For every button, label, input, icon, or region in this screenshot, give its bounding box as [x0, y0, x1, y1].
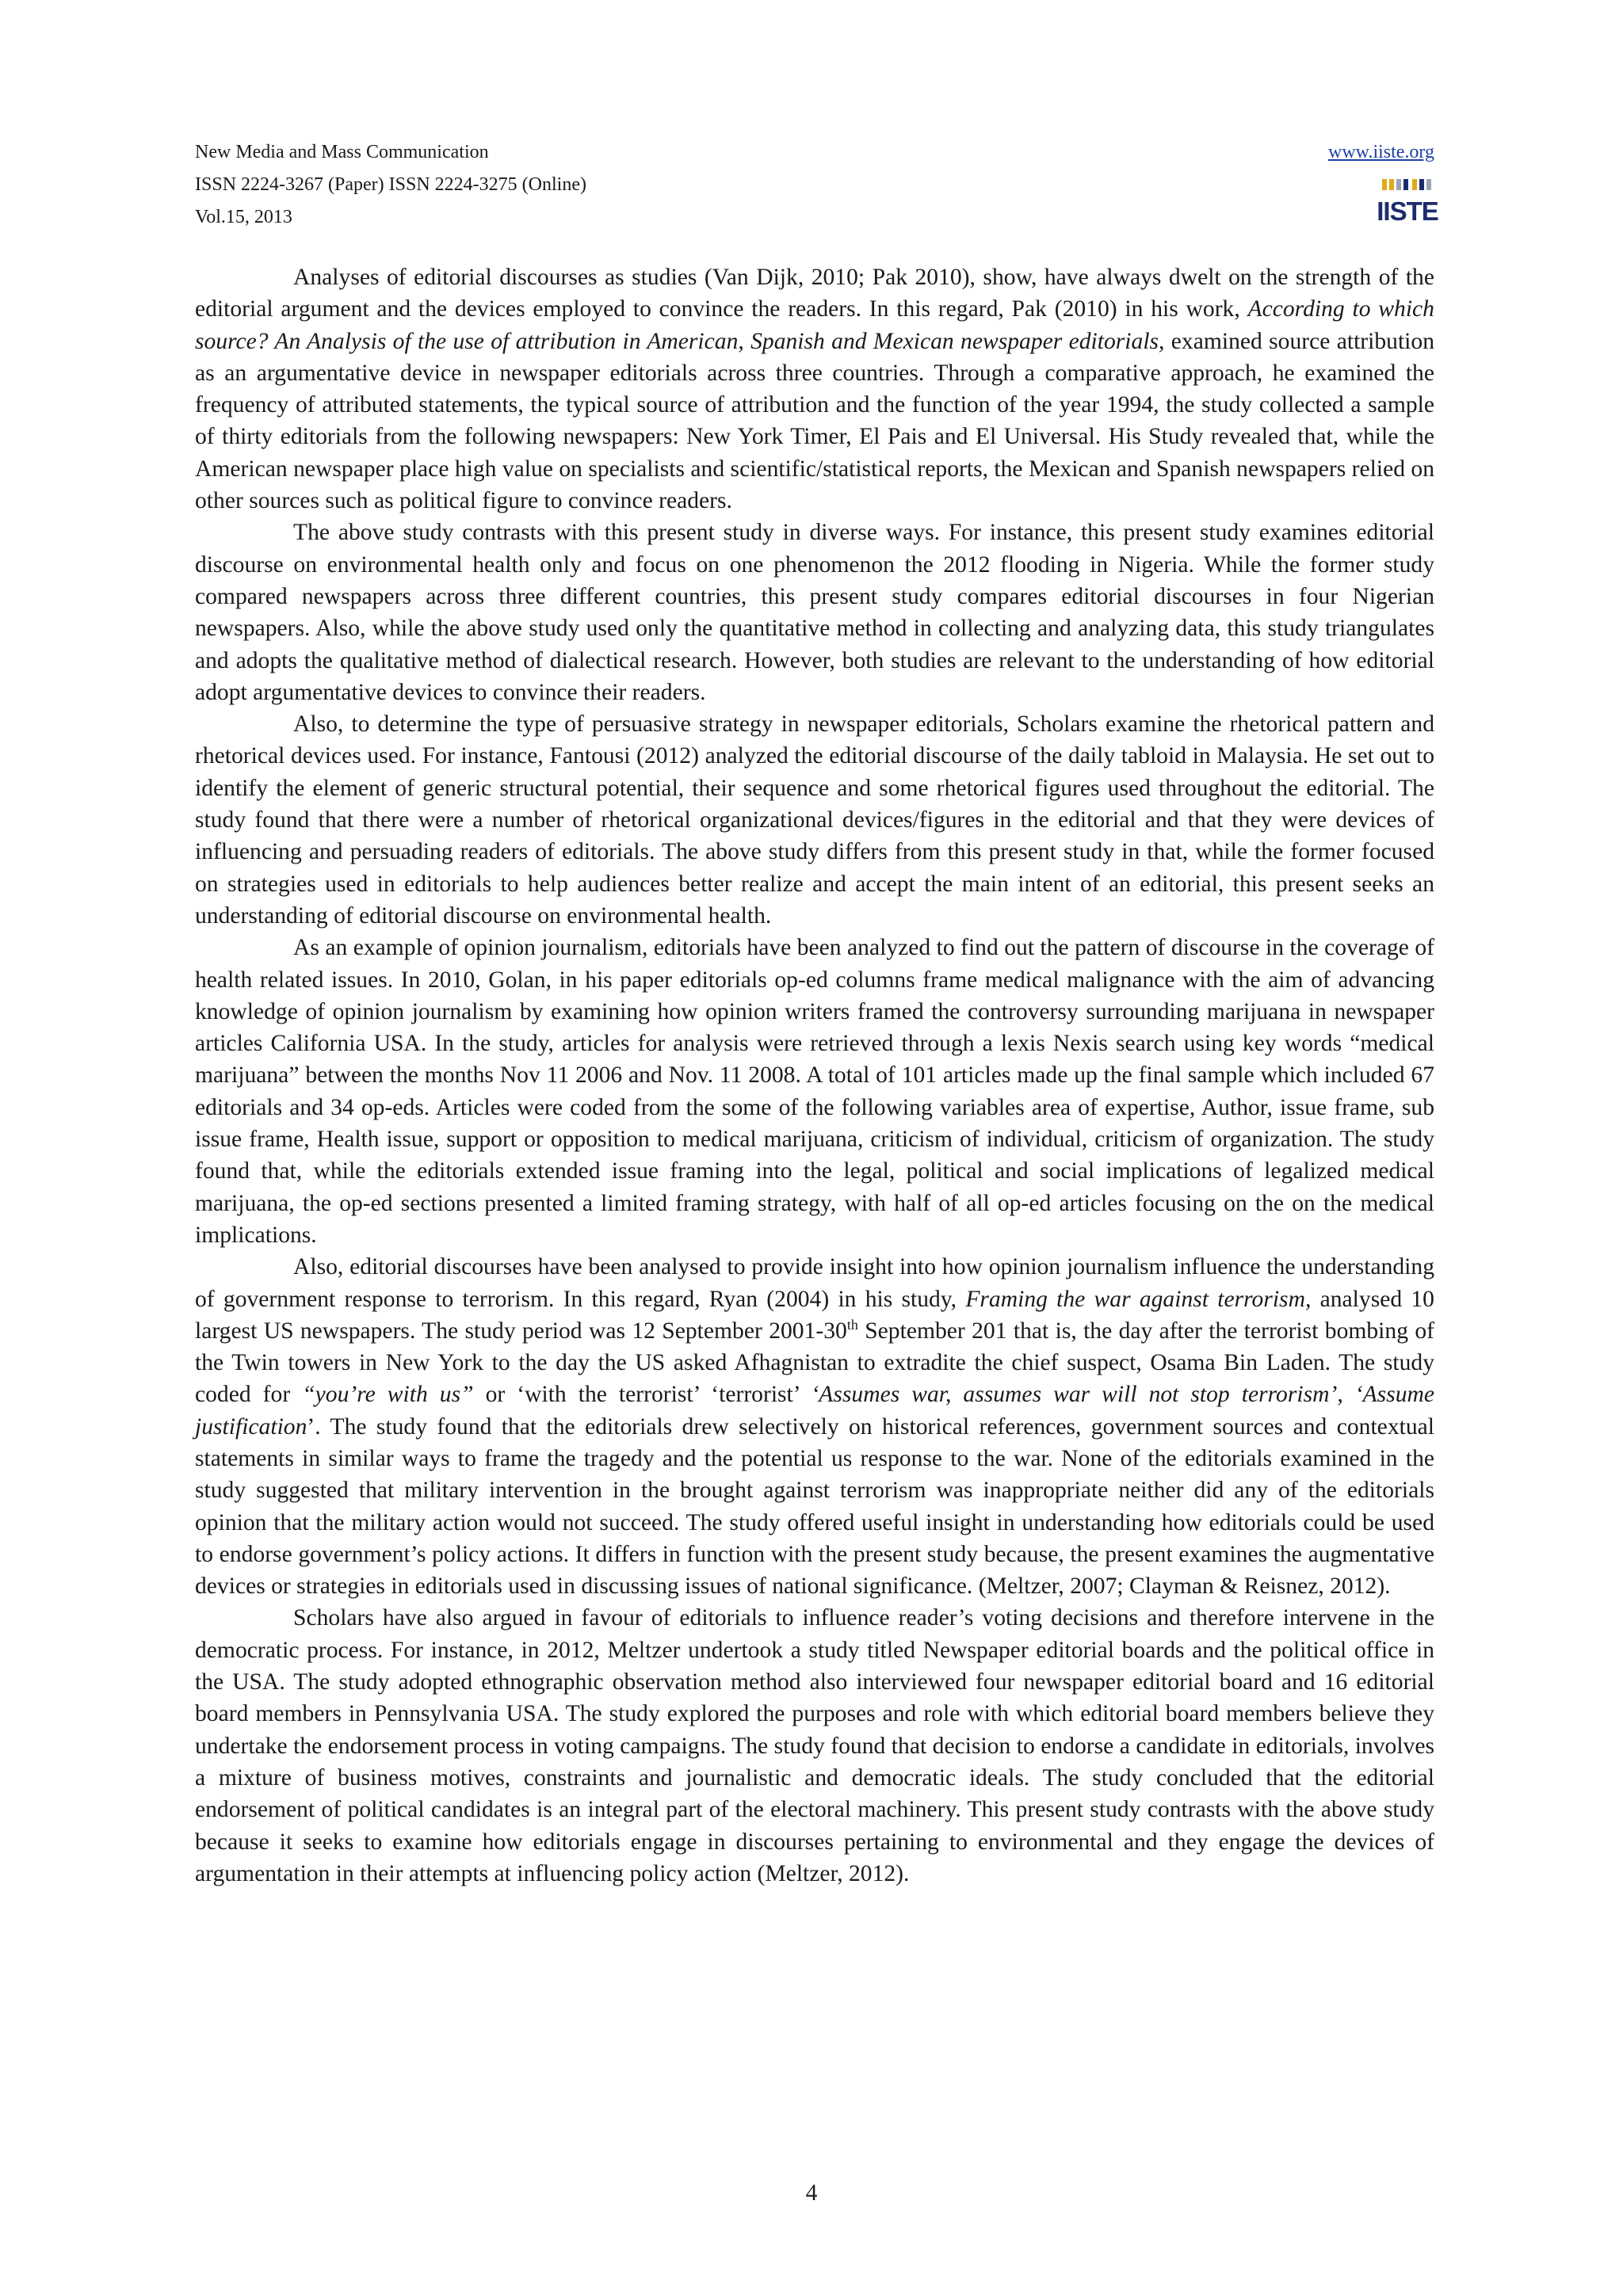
- logo-bar-3: [1396, 179, 1401, 190]
- text-run: ’. The study found that the editorials drew selectively on historical references, government sources and contextual statements in similar ways to frame the tragedy and the potential us response to the war. None of the editorials examined in the study suggested that military intervention in the brought against terrorism was inappropriate neither did any of the editorials opinion that the military action would not succeed. The study offered useful insight in understanding how editorials could be used to endorse government’s policy actions. It differs in function with the present study because, the present examines the augmentative devices or strategies in editorials used in discussing issues of national significance. (Meltzer, 2007; Clayman & Reisnez, 2012).: [195, 1413, 1434, 1600]
- logo-bar-2: [1389, 179, 1394, 190]
- body-paragraph: [195, 708, 1434, 932]
- page-header: [195, 136, 1438, 234]
- logo-bar-6: [1419, 179, 1424, 190]
- italic-run: Framing the war against terrorism,: [965, 1286, 1312, 1312]
- body-paragraph: [195, 1251, 1434, 1602]
- text-run: September 201 that is, the day after the terrorist bombing of the Twin towers in New York to the day the US asked Afhagnistan to extradite the chief suspect, Osama Bin Laden. The study coded for: [195, 1318, 1435, 1408]
- article-body: [195, 261, 1434, 1890]
- text-run: Analyses of editorial discourses as studies (Van Dijk, 2010; Pak 2010), show, have always dwelt on the strength of the editorial argument and the devices employed to convince the readers. In this regard, Pak (2010) in his work,: [195, 265, 1434, 322]
- body-paragraph: [195, 1602, 1434, 1890]
- body-paragraph: [195, 932, 1434, 1251]
- text-run: Scholars have also argued in favour of editorials to influence reader’s voting decisions and therefore intervene in the democratic process. For instance, in 2012, Meltzer undertook a study titled Newspaper editorial boards and the political office in the USA. The study adopted ethnographic observation method also interviewed four newspaper editorial board and 16 editorial board members in Pennsylvania USA. The study explored the purposes and role with which editorial board members believe they undertake the endorsement process in voting campaigns. The study found that decision to endorse a candidate in editorials, involves a mixture of business motives, constraints and journalistic and democratic ideals. The study concluded that the editorial endorsement of political candidates is an integral part of the electoral machinery. This present study contrasts with the above study because it seeks to examine how editorials engage in discourses pertaining to environmental and they engage the devices of argumentation in their attempts at influencing policy action (Meltzer, 2012).: [195, 1605, 1434, 1886]
- text-run: Also, editorial discourses have been analysed to provide insight into how opinion journalism influence the understanding of government response to terrorism. In this regard, Ryan (2004) in his study,: [195, 1254, 1434, 1312]
- logo-bar-7: [1426, 179, 1431, 190]
- text-run: Also, to determine the type of persuasive strategy in newspaper editorials, Scholars examine the rhetorical pattern and rhetorical devices used. For instance, Fantousi (2012) analyzed the editorial discourse of the daily tabloid in Malaysia. He set out to identify the element of generic structural potential, their sequence and some rhetorical figures used throughout the editorial. The study found that there were a number of rhetorical organizational devices/figures in the editorial and that they were devices of influencing and persuading readers of editorials. The above study differs from this present study in that, while the former focused on strategies used in editorials to help audiences better realize and accept the main intent of an editorial, this present seeks an understanding of editorial discourse on environmental health.: [195, 711, 1434, 929]
- iiste-logo: [1377, 174, 1438, 226]
- body-paragraph: [195, 261, 1434, 517]
- page-number: 4: [805, 2180, 818, 2206]
- text-run: The above study contrasts with this present study in diverse ways. For instance, this present study examines editorial discourse on environmental health only and focus on one phenomenon the 2012 flooding in Nigeria. While the former study compared newspapers across three different countries, this present study compares editorial discourses in four Nigerian newspapers. Also, while the above study used only the quantitative method in collecting and analyzing data, this study triangulates and adopts the qualitative method of dialectical research. However, both studies are relevant to the understanding of how editorial adopt argumentative devices to convince their readers.: [195, 520, 1434, 705]
- logo-bar-4: [1403, 179, 1408, 190]
- text-run: examined source attribution as an argumentative device in newspaper editorials across three countries. Through a comparative approach, he examined the frequency of attributed statements, the typical source of attribution and the function of the year 1994, the study collected a sample of thirty editorials from the following newspapers: New York Timer, El Pais and El Universal. His Study revealed that, while the American newspaper place high value on specialists and scientific/statistical reports, the Mexican and Spanish newspapers relied on other sources such as political figure to convince readers.: [195, 328, 1434, 514]
- issn-line: ISSN 2224-3267 (Paper) ISSN 2224-3275 (Online): [195, 174, 586, 195]
- volume-line: Vol.15, 2013: [195, 207, 292, 227]
- site-link[interactable]: www.iiste.org: [1328, 142, 1434, 162]
- logo-bar-5: [1412, 179, 1417, 190]
- italic-run: According to which source? An Analysis of the use of attribution in American, Spanish and Mexican newspaper editorials,: [195, 296, 1434, 354]
- text-run: analysed 10 largest US newspapers. The study period was 12 September 2001-30: [195, 1286, 1434, 1344]
- superscript: th: [846, 1316, 858, 1333]
- italic-run: “you’re with us”: [302, 1382, 474, 1408]
- logo-bar-1: [1382, 179, 1387, 190]
- italic-run: ‘Assumes war, assumes war will not stop terrorism’, ‘Assume justification: [195, 1382, 1434, 1440]
- logo-text: IISTE: [1377, 196, 1438, 226]
- journal-name: New Media and Mass Communication: [195, 142, 489, 162]
- text-run: As an example of opinion journalism, editorials have been analyzed to find out the pattern of discourse in the coverage of health related issues. In 2010, Golan, in his paper editorials op-ed columns frame medical malignance with the aim of advancing knowledge of opinion journalism by examining how opinion writers framed the controversy surrounding marijuana in newspaper articles California USA. In the study, articles for analysis were retrieved through a lexis Nexis search using key words “medical marijuana” between the months Nov 11 2006 and Nov. 11 2008. A total of 101 articles made up the final sample which included 67 editorials and 34 op-eds. Articles were coded from the some of the following variables area of expertise, Author, issue frame, sub issue frame, Health issue, support or opposition to medical marijuana, criticism of individual, criticism of organization. The study found that, while the editorials extended issue framing into the legal, political and social implications of legalized medical marijuana, the op-ed sections presented a limited framing strategy, with half of all op-ed articles focusing on the on the medical implications.: [195, 935, 1434, 1248]
- body-paragraph: [195, 517, 1434, 708]
- text-run: or ‘with the terrorist’ ‘terrorist’: [473, 1382, 812, 1408]
